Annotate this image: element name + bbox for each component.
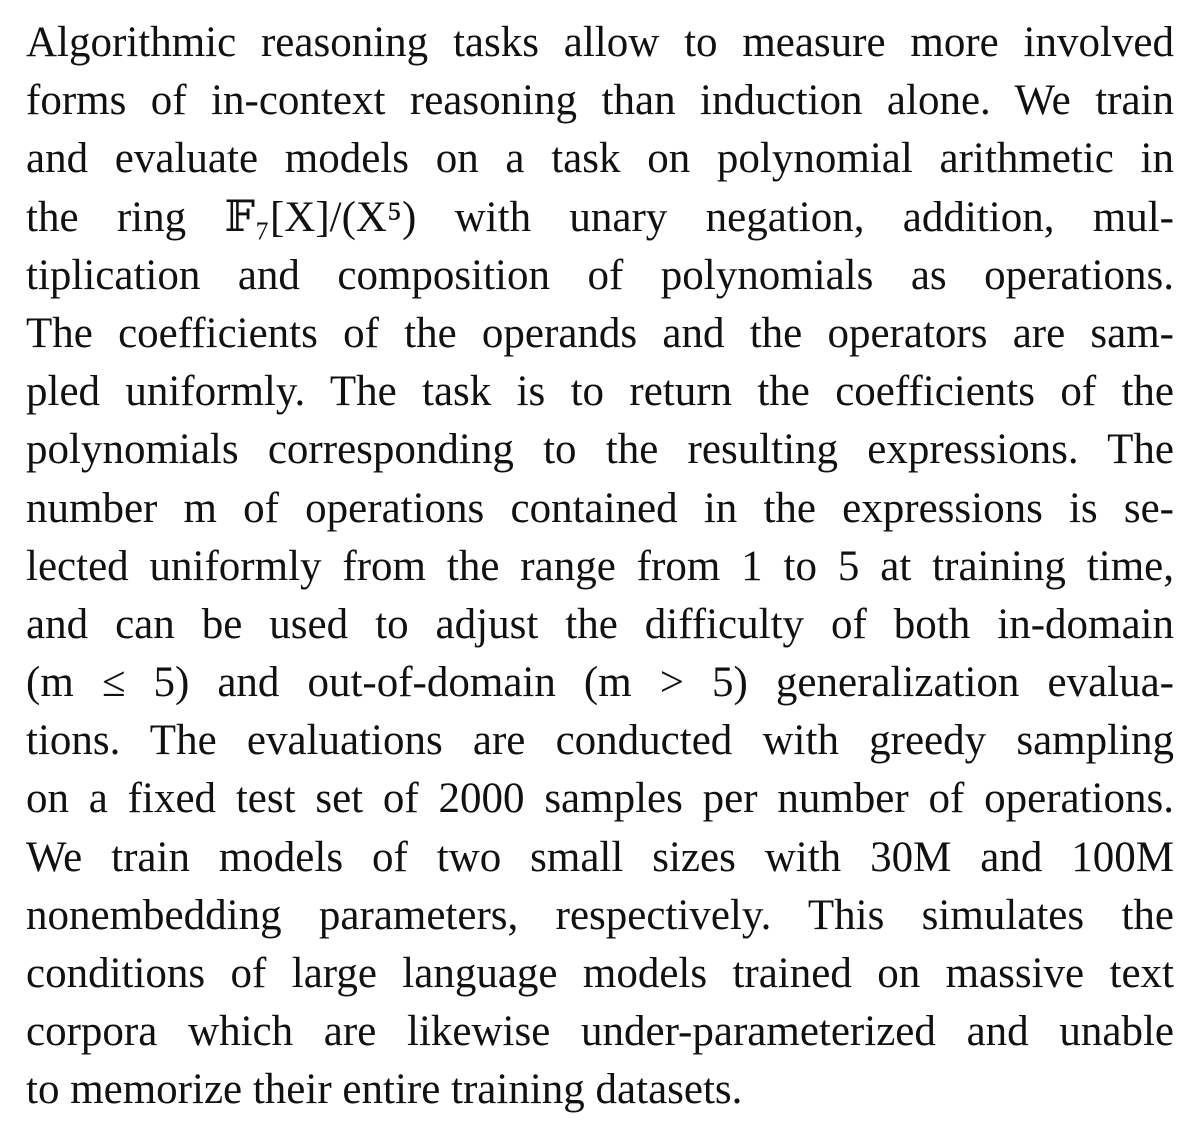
text-line: the ring 𝔽₇[X]/(X⁵) with unary negation, addition, mul- [26,193,1174,241]
text-line: polynomials corresponding to the resulting expressions. The [26,426,1174,474]
text-line: pled uniformly. The task is to return the coefficients of the [26,368,1174,416]
text-line: conditions of large language models trained on massive text [26,950,1174,997]
text-line: forms of in-context reasoning than induction alone. We train [26,77,1174,125]
text-line: The coefficients of the operands and the operators are sam- [26,309,1174,357]
text-line: tions. The evaluations are conducted with greedy sampling [26,717,1174,765]
text-line: number m of operations contained in the expressions is se- [26,484,1174,532]
text-line: (m ≤ 5) and out-of-domain (m > 5) generalization evalua- [26,659,1174,707]
text-line: tiplication and composition of polynomials as operations. [26,251,1174,299]
text-line: nonembedding parameters, respectively. This simulates the [26,891,1174,939]
text-line: We train models of two small sizes with 30M and 100M [26,833,1174,881]
text-line: to memorize their entire training datasets. [26,1066,743,1114]
text-line: Algorithmic reasoning tasks allow to measure more involved [26,19,1174,66]
text-line: and can be used to adjust the difficulty of both in-domain [26,600,1174,648]
text-line: corpora which are likewise under-parameterized and unable [26,1008,1174,1056]
text-line: lected uniformly from the range from 1 to 5 at training time, [26,542,1174,590]
text-line: on a fixed test set of 2000 samples per number of operations. [26,775,1174,823]
text-line: and evaluate models on a task on polynomial arithmetic in [26,135,1174,183]
paper-paragraph [26,14,1174,1120]
